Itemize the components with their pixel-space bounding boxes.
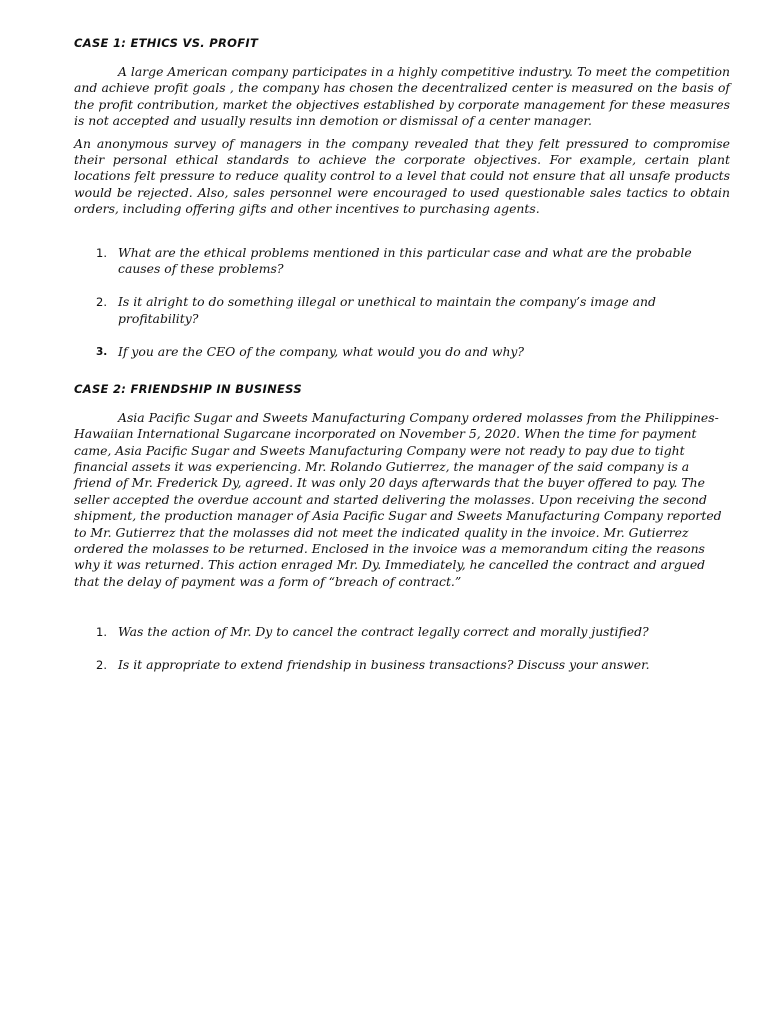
case2-title: CASE 2: FRIENDSHIP IN BUSINESS: [74, 381, 302, 396]
question-number: 2.: [96, 295, 107, 310]
document-page: [74, 36, 730, 689]
question-number: 2.: [96, 657, 107, 672]
case1-paragraph-1: A large American company participates in a highly competitive industry. To meet the competition and achieve profit goals , the company has chosen the decentralized center is measured on the basis of the profit contribution, market the objectives established by corporate management for these measures is not accepted and usually results inn demotion or dismissal of a center manager.: [74, 64, 730, 129]
question-number: 3.: [96, 346, 108, 359]
case2-paragraph-1: Asia Pacific Sugar and Sweets Manufacturing Company ordered molasses from the Philippines-Hawaiian International Sugarcane incorporated on November 5, 2020. When the time for payment came, Asia Pacific Sugar and Sweets Manufacturing Company were not ready to pay due to tight financial assets it was experiencing. Mr. Rolando Gutierrez, the manager of the said company is a friend of Mr. Frederick Dy, agreed. It was only 20 days afterwards that the buyer offered to pay. The seller accepted the overdue account and started delivering the molasses. Upon receiving the second shipment, the production manager of Asia Pacific Sugar and Sweets Manufacturing Company reported to Mr. Gutierrez that the molasses did not meet the indicated quality in the invoice. Mr. Gutierrez ordered the molasses to be returned. Enclosed in the invoice was a memorandum citing the reasons why it was returned. This action enraged Mr. Dy. Immediately, he cancelled the contract and argued that the delay of payment was a form of “breach of contract.”: [74, 409, 722, 589]
question-text: Is it alright to do something illegal or unethical to maintain the company’s image and profitability?: [118, 294, 656, 326]
question-text: What are the ethical problems mentioned in this particular case and what are the probable causes of these problems?: [118, 244, 692, 277]
question-number: 1.: [96, 625, 107, 640]
case2-question-2: [74, 657, 730, 673]
case1-paragraph-2: An anonymous survey of managers in the company revealed that they felt pressured to compromise their personal ethical standards to achieve the corporate objectives. For example, certain plant locations felt pressure to reduce quality control to a level that could not ensure that all unsafe products would be rejected. Also, sales personnel were encouraged to used questionable sales tactics to obtain orders, including offering gifts and other incentives to purchasing agents.: [74, 135, 730, 217]
question-number: 1.: [96, 245, 107, 260]
question-text: If you are the CEO of the company, what would you do and why?: [118, 344, 525, 360]
case1-question-1: [74, 245, 730, 278]
case1-question-2: [74, 294, 730, 327]
case1-question-list: [74, 245, 730, 361]
case1-title: CASE 1: ETHICS VS. PROFIT: [74, 36, 259, 50]
question-text: Was the action of Mr. Dy to cancel the contract legally correct and morally justified?: [118, 624, 649, 640]
question-text: Is it appropriate to extend friendship in business transactions? Discuss your answer.: [118, 656, 650, 672]
case2-question-list: [74, 624, 730, 673]
case2-question-1: [74, 624, 730, 640]
case1-question-3: [74, 344, 730, 360]
